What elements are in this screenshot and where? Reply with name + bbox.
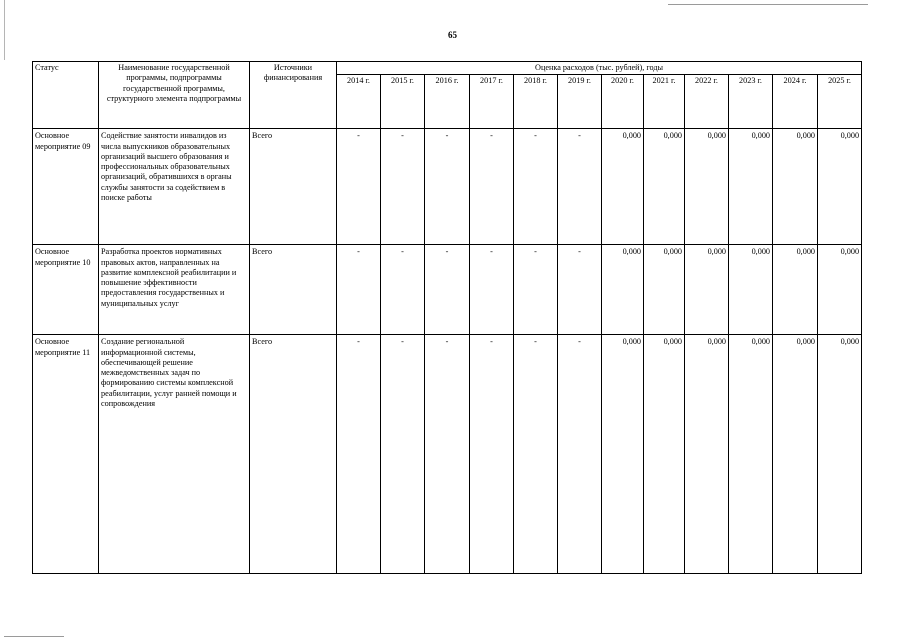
table-row [33, 129, 862, 245]
header-year: 2018 г. [514, 75, 558, 129]
row-value: - [558, 129, 602, 245]
header-year: 2021 г. [644, 75, 685, 129]
row-value: - [514, 335, 558, 574]
table-header-row [33, 62, 862, 75]
table-row [33, 245, 862, 335]
row-name: Содействие занятости инвалидов из числа выпускников образовательных организаций высшего образования и профессиональных образовательных организаций, обратившихся в органы службы занятости за содействием в поиске работы [99, 129, 250, 245]
row-value: 0,000 [773, 129, 818, 245]
row-value: 0,000 [602, 335, 644, 574]
row-value: - [558, 245, 602, 335]
header-status: Статус [33, 62, 99, 129]
row-value: - [470, 245, 514, 335]
row-status: Основное мероприятие 09 [33, 129, 99, 245]
header-year: 2025 г. [818, 75, 862, 129]
row-value: - [337, 335, 381, 574]
row-value: - [381, 129, 425, 245]
budget-table [32, 61, 862, 574]
header-year: 2022 г. [685, 75, 729, 129]
table-row [33, 335, 862, 574]
header-year: 2019 г. [558, 75, 602, 129]
row-value: 0,000 [644, 245, 685, 335]
header-year: 2014 г. [337, 75, 381, 129]
row-value: - [425, 245, 470, 335]
row-value: - [514, 245, 558, 335]
row-value: 0,000 [644, 129, 685, 245]
row-value: 0,000 [602, 129, 644, 245]
row-value: 0,000 [818, 335, 862, 574]
header-name: Наименование государственной программы, подпрограммы государственной программы, структурного элемента подпрограммы [99, 62, 250, 129]
row-value: - [381, 245, 425, 335]
header-estimate: Оценка расходов (тыс. рублей), годы [337, 62, 862, 75]
header-year: 2017 г. [470, 75, 514, 129]
header-year: 2023 г. [729, 75, 773, 129]
row-value: - [337, 245, 381, 335]
row-value: - [381, 335, 425, 574]
row-value: 0,000 [685, 129, 729, 245]
row-value: - [470, 129, 514, 245]
row-value: 0,000 [729, 245, 773, 335]
header-year: 2015 г. [381, 75, 425, 129]
row-value: 0,000 [685, 335, 729, 574]
row-value: - [514, 129, 558, 245]
row-value: - [425, 335, 470, 574]
row-value: 0,000 [729, 335, 773, 574]
row-value: 0,000 [818, 245, 862, 335]
row-value: - [470, 335, 514, 574]
row-value: - [337, 129, 381, 245]
row-value: 0,000 [685, 245, 729, 335]
header-year: 2024 г. [773, 75, 818, 129]
row-value: - [558, 335, 602, 574]
scan-artifact-bottom-left [4, 636, 64, 637]
scan-artifact-top-right [668, 4, 868, 5]
row-status: Основное мероприятие 10 [33, 245, 99, 335]
header-year: 2020 г. [602, 75, 644, 129]
header-year: 2016 г. [425, 75, 470, 129]
row-source: Всего [250, 129, 337, 245]
row-value: 0,000 [773, 335, 818, 574]
row-value: - [425, 129, 470, 245]
row-status: Основное мероприятие 11 [33, 335, 99, 574]
header-source: Источники финансирования [250, 62, 337, 129]
page-number: 65 [448, 30, 457, 40]
row-value: 0,000 [773, 245, 818, 335]
row-value: 0,000 [644, 335, 685, 574]
row-source: Всего [250, 335, 337, 574]
row-name: Разработка проектов нормативных правовых актов, направленных на развитие комплексной реабилитации и повышение эффективности предоставления государственных и муниципальных услуг [99, 245, 250, 335]
row-value: 0,000 [818, 129, 862, 245]
row-value: 0,000 [729, 129, 773, 245]
row-name: Создание региональной информационной системы, обеспечивающей решение межведомственных задач по формированию системы комплексной реабилитации, услуг ранней помощи и сопровождения [99, 335, 250, 574]
row-source: Всего [250, 245, 337, 335]
row-value: 0,000 [602, 245, 644, 335]
